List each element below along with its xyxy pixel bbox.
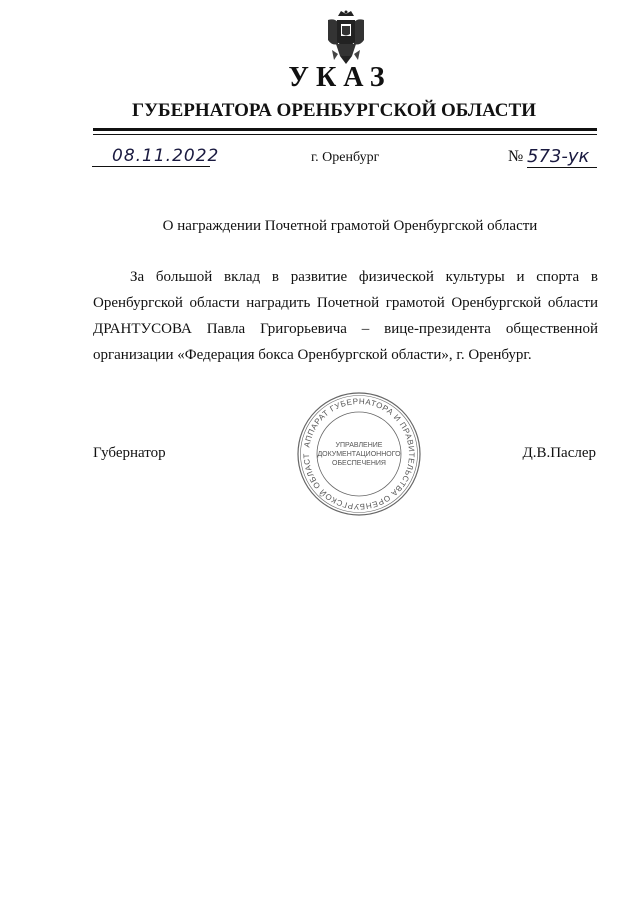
document-body: За большой вклад в развитие физической культуры и спорта в Оренбургской области наградить Почетной грамотой Оренбургской области ДРАНТУСОВА Павла Григорьевича – вице-президента общественной организации «Федерация бокса Оренбургской области», г. Оренбург. (93, 269, 598, 363)
seal-line-2: ДОКУМЕНТАЦИОННОГО (317, 450, 401, 458)
seal-line-3: ОБЕСПЕЧЕНИЯ (332, 459, 386, 467)
document-number: 573-ук (527, 146, 597, 168)
seal-line-1: УПРАВЛЕНИЕ (335, 441, 383, 449)
document-date: 08.11.2022 (92, 146, 210, 167)
issuer-title: ГУБЕРНАТОРА ОРЕНБУРГСКОЙ ОБЛАСТИ (132, 100, 536, 121)
document-number-label: № (508, 148, 524, 165)
coat-of-arms-icon (326, 10, 366, 66)
signer-name: Д.В.Паслер (522, 445, 596, 461)
document-city: г. Оренбург (311, 150, 380, 165)
official-seal (296, 391, 422, 517)
document-type: УКАЗ (288, 62, 392, 93)
header-rule-thin (93, 134, 597, 135)
header-rule-thick (93, 128, 597, 131)
seal-ring-text: АППАРАТ ГУБЕРНАТОРА И ПРАВИТЕЛЬСТВА ОРЕНБУРГСКОЙ ОБЛАСТ (301, 396, 417, 512)
signer-title: Губернатор (93, 445, 166, 461)
document-heading: О награждении Почетной грамотой Оренбургской области (162, 218, 538, 234)
